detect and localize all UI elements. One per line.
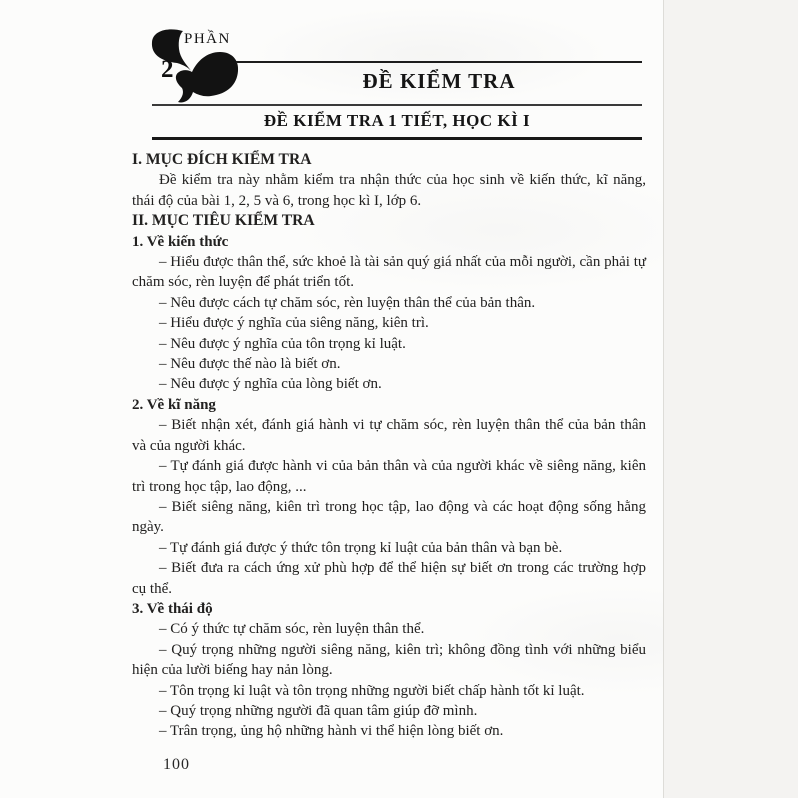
list-item: – Nêu được ý nghĩa của tôn trọng kỉ luật.	[159, 335, 406, 352]
list-item: – Có ý thức tự chăm sóc, rèn luyện thân thể.	[159, 621, 425, 638]
list-item: – Nêu được ý nghĩa của lòng biết ơn.	[159, 376, 382, 393]
list-item: – Trân trọng, ủng hộ những hành vi thể hiện lòng biết ơn.	[159, 723, 504, 740]
list-item: – Tự đánh giá được hành vi của bản thân và của người khác về siêng năng, kiên trì trong học tập, lao động, ...	[132, 458, 646, 495]
list-item: – Tự đánh giá được ý thức tôn trọng kỉ luật của bản thân và bạn bè.	[159, 539, 563, 556]
page-title: ĐỀ KIỂM TRA	[362, 69, 516, 93]
list-item: – Biết siêng năng, kiên trì trong học tập, lao động và các hoạt động sống hằng ngày.	[132, 498, 646, 536]
list-item: – Biết nhận xét, đánh giá hành vi tự chăm sóc, rèn luyện thân thể của bản thân và của người khác.	[132, 417, 646, 454]
list-item: – Nêu được thế nào là biết ơn.	[159, 356, 341, 373]
paragraph: Đề kiểm tra này nhằm kiểm tra nhận thức của học sinh về kiến thức, kĩ năng, thái độ của bài 1, 2, 5 và 6, trong học kì I, lớp 6.	[132, 172, 646, 209]
subsection-heading: 2. Về kĩ năng	[132, 396, 216, 413]
section-heading: I. MỤC ĐÍCH KIỂM TRA	[132, 151, 312, 168]
page-edge-shadow	[663, 0, 798, 798]
list-item: – Hiểu được ý nghĩa của siêng năng, kiên trì.	[159, 315, 429, 332]
page-number: 100	[163, 756, 190, 773]
section-heading: II. MỤC TIÊU KIỂM TRA	[132, 212, 315, 230]
subsection-heading: 1. Về kiến thức	[132, 233, 229, 250]
list-item: – Quý trọng những người đã quan tâm giúp đỡ mình.	[159, 702, 478, 719]
page-body	[132, 150, 646, 742]
list-item: – Hiểu được thân thể, sức khoẻ là tài sản quý giá nhất của mỗi người, cần phải tự chăm sóc, rèn luyện để phát triển tốt.	[132, 254, 646, 291]
list-item: – Nêu được cách tự chăm sóc, rèn luyện thân thể của bản thân.	[159, 294, 536, 311]
header-rule	[236, 61, 642, 63]
part-number: 2	[161, 56, 174, 83]
test-title: ĐỀ KIỂM TRA 1 TIẾT, HỌC KÌ I	[152, 104, 642, 140]
list-item: – Biết đưa ra cách ứng xử phù hợp để thể hiện sự biết ơn trong các trường hợp cụ thể.	[132, 560, 646, 597]
subsection-heading: 3. Về thái độ	[132, 600, 213, 617]
list-item: – Quý trọng những người siêng năng, kiên trì; không đồng tình với những biểu hiện của lười biếng hay nản lòng.	[132, 641, 646, 679]
list-item: – Tôn trọng kỉ luật và tôn trọng những người biết chấp hành tốt kỉ luật.	[159, 682, 585, 699]
part-label: PHẦN	[184, 31, 231, 47]
